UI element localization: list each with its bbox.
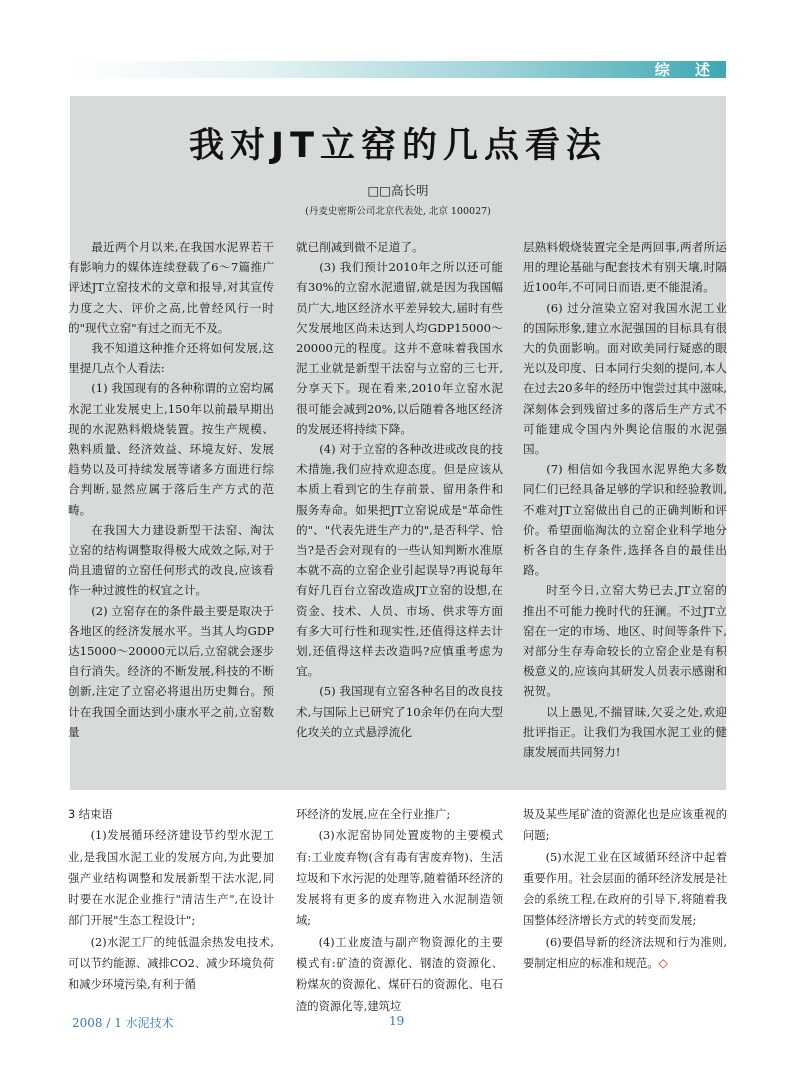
end-mark-icon: ◇: [658, 956, 668, 971]
conclusion-column-1: [68, 804, 274, 996]
paragraph: [523, 932, 727, 975]
paragraph: 时至今日,立窑大势已去,JT立窑的推出不可能力挽时代的狂澜。不过JT立窑在一定的市场、地区、时间等条件下,对部分生存寿命较长的立窑企业是有积极意义的,应该向其研发人员表示感谢和祝贺。: [523, 583, 727, 699]
paragraph: 在我国大力建设新型干法窑、淘汰立窑的结构调整取得极大成效之际,对于尚且遗留的立窑任何形式的改良,应该看作一种过渡性的权宜之计。: [68, 522, 274, 598]
section-heading: 3 结束语: [68, 808, 113, 821]
paragraph: (1)发展循环经济建设节约型水泥工业,是我国水泥工业的发展方向,为此要加强产业结构调整和发展新型干法水泥,同时要在水泥企业推行"清洁生产",在设计部门开展"生态工程设计";: [68, 829, 274, 928]
article-author: □□高长明: [367, 183, 429, 198]
paragraph: 最近两个月以来,在我国水泥界若干有影响力的媒体连续登载了6～7篇推广评述JT立窑技术的文章和报导,对其宣传力度之大、评价之高,比曾经风行一时的"现代立窑"有过之而无不及。: [68, 240, 274, 335]
paragraph: 环经济的发展,应在全行业推广;: [296, 808, 451, 821]
article-column-2: [296, 237, 503, 742]
paragraph: (6) 过分渲染立窑对我国水泥工业的国际形象,建立水泥强国的目标具有很大的负面影响。面对欧美同行疑惑的眼光以及印度、日本同行尖刻的提问,本人在过去20多年的经历中饱尝过其中滋味,深刻体会到残留过多的落后生产方式不可能建成令国内外舆论信服的水泥强国。: [523, 300, 727, 457]
conclusion-column-2: [296, 804, 503, 1017]
paragraph-text: (6)要倡导新的经济法规和行为准则,要制定相应的标准和规范。: [523, 935, 727, 971]
paragraph: 就已削减到微不足道了。: [296, 240, 424, 254]
conclusion-column-3: [523, 804, 727, 974]
paragraph: (2)水泥工厂的纯低温余热发电技术,可以节约能源、减排CO2、减少环境负荷和减少环境污染,有利于循: [68, 935, 274, 992]
header-gradient-bar: [70, 61, 726, 78]
paragraph: (1) 我国现有的各种称谓的立窑均属水泥工业发展史上,150年以前最早期出现的水泥熟料煅烧装置。按生产规模、熟料质量、经济效益、环境友好、发展趋势以及可持续发展等诸多方面进行综合判断,显然应属于落后生产方式的范畴。: [68, 381, 274, 517]
paragraph: (4)工业废渣与副产物资源化的主要模式有:矿渣的资源化、钢渣的资源化、粉煤灰的资源化、煤矸石的资源化、电石渣的资源化等,建筑垃: [296, 935, 503, 1013]
article-title: 我对JT立窑的几点看法: [189, 126, 607, 166]
paragraph: (7) 相信如今我国水泥界绝大多数同仁们已经具备足够的学识和经验教训,不难对JT立窑做出自己的正确判断和评价。希望面临淘汰的立窑企业科学地分析各自的生存条件,选择各自的最佳出路。: [523, 462, 727, 578]
paragraph: 圾及某些尾矿渣的资源化也是应该重视的问题;: [523, 808, 727, 843]
article-affiliation: (丹麦史密斯公司北京代表处, 北京 100027): [305, 206, 491, 217]
page-number: 19: [389, 1014, 405, 1028]
paragraph: (3)水泥窑协同处置废物的主要模式有:工业废弃物(含有毒有害废弃物)、生活垃圾和下水污泥的处理等,随着循环经济的发展将有更多的废弃物进入水泥制造领域;: [296, 829, 503, 928]
paragraph: (4) 对于立窑的各种改进或改良的技术措施,我们应持欢迎态度。但是应该从本质上看到它的生存前景、留用条件和服务寿命。如果把JT立窑说成是"革命性的"、"代表先进生产力的",是否科学、恰当?是否会对现有的一些认知判断水准原本就不高的立窑企业引起误导?再说每年有好几百台立窑改造成JT立窑的设想,在资金、技术、人员、市场、供求等方面有多大可行性和现实性,还值得这样去计划,还值得这样去改造吗?应慎重考虑为宜。: [296, 442, 503, 679]
paragraph: (5) 我国现有立窑各种名目的改良技术,与国际上已研究了10余年仍在向大型化攻关的立式悬浮流化: [296, 684, 503, 739]
section-label: 综 述: [654, 61, 720, 79]
paragraph: (5)水泥工业在区域循环经济中起着重要作用。社会层面的循环经济发展是社会的系统工程,在政府的引导下,将随着我国整体经济增长方式的转变而发展;: [523, 850, 727, 928]
article-column-3: [523, 237, 727, 762]
paragraph: 以上愚见,不揣冒昧,欠妥之处,欢迎批评指正。让我们为我国水泥工业的健康发展而共同努力!: [523, 704, 727, 760]
paragraph: (2) 立窑存在的条件最主要是取决于各地区的经济发展水平。当其人均GDP达15000～20000元以后,立窑就会逐步自行消失。经济的不断发展,科技的不断创新,注定了立窑必将退出历史舞台。预计在我国全面达到小康水平之前,立窑数量: [68, 603, 274, 739]
article-column-1: [68, 237, 274, 742]
footer-issue: 2008 / 1 水泥技术: [72, 1016, 174, 1030]
paragraph: 层熟料煅烧装置完全是两回事,两者所运用的理论基础与配套技术有别天壤,时隔近100年,不可同日而语,更不能混淆。: [523, 240, 727, 295]
paragraph: 我不知道这种推介还将如何发展,这里提几点个人看法:: [68, 341, 274, 376]
paragraph: (3) 我们预计2010年之所以还可能有30%的立窑水泥遗留,就是因为我国幅员广大,地区经济水平差异较大,届时有些欠发展地区尚未达到人均GDP15000～20000元的程度。这并不意味着我国水泥工业就是新型干法窑与立窑的三七开,分享天下。现在看来,2010年立窑水泥很可能会减到20%,以后随着各地区经济的发展还将持续下降。: [296, 260, 503, 436]
